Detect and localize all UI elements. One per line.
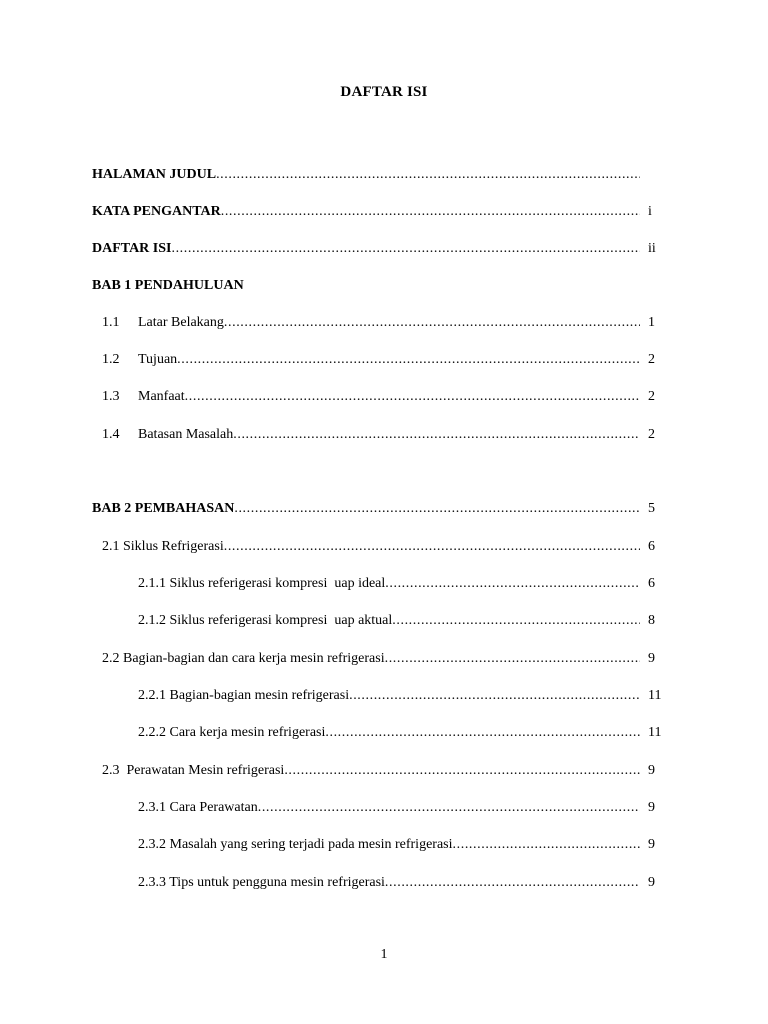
dot-leader (453, 835, 640, 855)
toc-entry-number: 1.1 (102, 315, 120, 330)
toc-entry-page: 2 (648, 352, 655, 367)
toc-entry-label: 2.1.1 Siklus referigerasi kompresi uap ideal (138, 574, 385, 594)
dot-leader (385, 574, 640, 594)
toc-entry (0, 537, 768, 557)
toc-entry-page: 8 (648, 613, 655, 628)
toc-entry (0, 761, 768, 781)
toc-entry-page: 1 (648, 315, 655, 330)
toc-entry-label: 2.1 Siklus Refrigerasi (102, 537, 224, 557)
toc-entry-page: i (648, 204, 652, 219)
toc-entry (0, 313, 768, 333)
toc-entry-page: 9 (648, 837, 655, 852)
toc-entry-label: 2.3.3 Tips untuk pengguna mesin refrigerasi (138, 873, 385, 893)
toc-entry-label: HALAMAN JUDUL (92, 165, 216, 185)
dot-leader (284, 761, 640, 781)
toc-entry (0, 723, 768, 743)
dot-leader (385, 873, 640, 893)
toc-entry-label: BAB 2 PEMBAHASAN (92, 499, 234, 519)
toc-entry-label: KATA PENGANTAR (92, 202, 221, 222)
toc-entry-page: 9 (648, 763, 655, 778)
toc-entry-page: ii (648, 241, 656, 256)
toc-entry (0, 165, 768, 185)
toc-entry-label: DAFTAR ISI (92, 239, 171, 259)
toc-entry (0, 649, 768, 669)
toc-entry-page: 11 (648, 688, 662, 703)
toc-entry-label: 2.2.2 Cara kerja mesin refrigerasi (138, 723, 325, 743)
dot-leader (234, 499, 640, 519)
dot-leader (221, 202, 640, 222)
toc-entry-number: 1.4 (102, 427, 120, 442)
toc-entry-page: 6 (648, 539, 655, 554)
toc-entry-label: Latar Belakang (138, 313, 224, 333)
dot-leader (185, 387, 640, 407)
toc-entry-page: 9 (648, 800, 655, 815)
toc-entry-label: Manfaat (138, 387, 185, 407)
toc-entry-label: 2.3 Perawatan Mesin refrigerasi (102, 761, 284, 781)
page-title: DAFTAR ISI (340, 84, 428, 100)
dot-leader (258, 798, 640, 818)
toc-entry-label: 2.2.1 Bagian-bagian mesin refrigerasi (138, 686, 349, 706)
toc-entry (0, 499, 768, 519)
toc-entry-page: 6 (648, 576, 655, 591)
toc-entry-label: BAB 1 PENDAHULUAN (92, 276, 244, 296)
dot-leader (224, 537, 640, 557)
dot-leader (349, 686, 640, 706)
toc-entry (0, 686, 768, 706)
toc-entry (0, 798, 768, 818)
toc-entry-page: 11 (648, 725, 662, 740)
page-number-footer: 1 (380, 947, 388, 962)
toc-entry-label: 2.2 Bagian-bagian dan cara kerja mesin refrigerasi (102, 649, 385, 669)
toc-entry-page: 9 (648, 875, 655, 890)
toc-entry (0, 350, 768, 370)
dot-leader (325, 723, 640, 743)
toc-entry (0, 574, 768, 594)
toc-entry-label: 2.1.2 Siklus referigerasi kompresi uap aktual (138, 611, 392, 631)
toc-entry-label: 2.3.1 Cara Perawatan (138, 798, 258, 818)
toc-entry (0, 239, 768, 259)
dot-leader (233, 425, 640, 445)
dot-leader (216, 165, 640, 185)
toc-entry (0, 835, 768, 855)
toc-entry-label: Tujuan (138, 350, 177, 370)
toc-entry (0, 425, 768, 445)
dot-leader (224, 313, 640, 333)
dot-leader (177, 350, 640, 370)
toc-entry (0, 276, 768, 296)
toc-entry (0, 873, 768, 893)
dot-leader (385, 649, 640, 669)
toc-entry (0, 202, 768, 222)
toc-entry-page: 2 (648, 389, 655, 404)
toc-entry-page: 5 (648, 501, 655, 516)
dot-leader (171, 239, 640, 259)
toc-entry-number: 1.3 (102, 389, 120, 404)
toc-entry (0, 387, 768, 407)
toc-entry (0, 611, 768, 631)
toc-entry-label: Batasan Masalah (138, 425, 233, 445)
dot-leader (392, 611, 640, 631)
toc-entry-label: 2.3.2 Masalah yang sering terjadi pada mesin refrigerasi (138, 835, 453, 855)
toc-entry-number: 1.2 (102, 352, 120, 367)
toc-entry-page: 2 (648, 427, 655, 442)
toc-entry-page: 9 (648, 651, 655, 666)
